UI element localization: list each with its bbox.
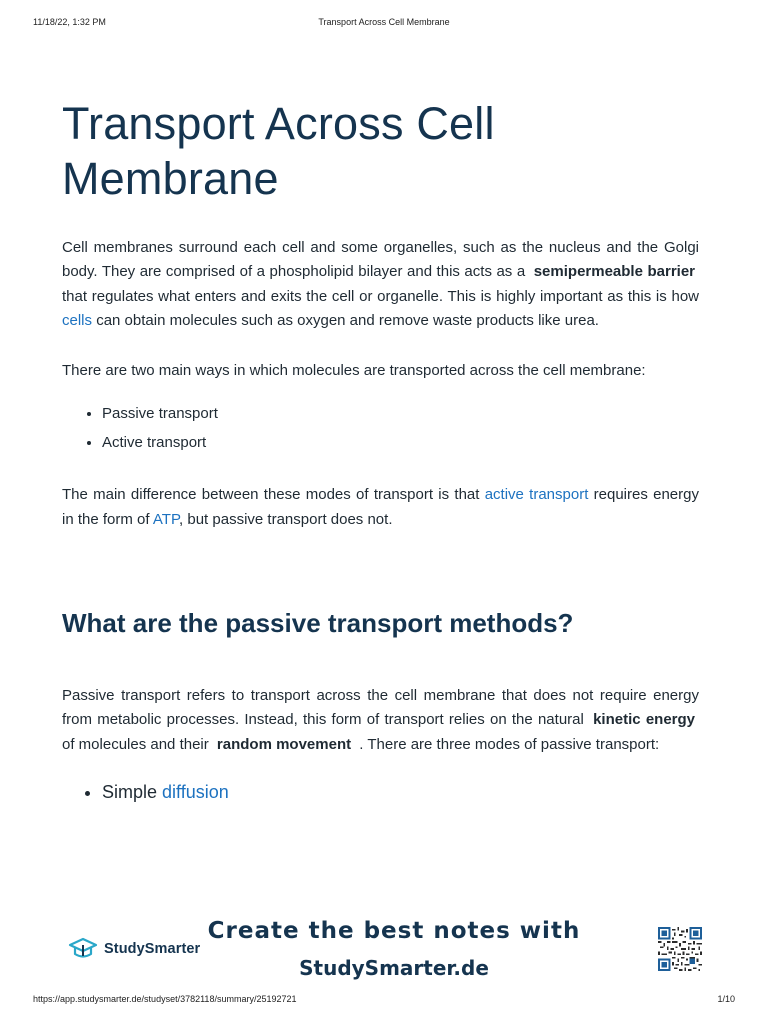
print-url: https://app.studysmarter.de/studyset/3782118/summary/25192721 (33, 994, 297, 1004)
page-title: Transport Across Cell Membrane (62, 98, 495, 204)
section-heading-passive: What are the passive transport methods? (62, 608, 574, 639)
ways-list (62, 399, 699, 457)
passive-list (62, 777, 699, 807)
list-item: • Passive transport (102, 399, 699, 428)
logo-text: StudySmarter (104, 941, 201, 957)
difference-text-1: The main difference between these modes of transport is that (62, 486, 480, 504)
print-datetime: 11/18/22, 1:32 PM (33, 17, 106, 27)
difference-text-2: requires energy in the form of (62, 486, 699, 528)
difference-text-3: , but passive transport does not. (179, 510, 393, 528)
print-title: Transport Across Cell Membrane (318, 17, 450, 27)
list-item: • Active transport (102, 428, 699, 457)
link-diffusion[interactable]: diffusion (162, 781, 229, 802)
term-random-movement: random movement (216, 735, 352, 753)
list-item (102, 777, 699, 807)
promo-banner (0, 912, 768, 984)
intro-text-1: Cell membranes surround each cell and some organelles, such as the nucleus and the Golgi body. They are comprised of a phospholipid bilayer and this acts as a (62, 239, 699, 281)
intro-text-2: that regulates what enters and exits the cell or organelle. This is highly important as this is how (62, 287, 699, 305)
term-kinetic-energy: kinetic energy (593, 711, 696, 729)
list-item-prefix: Simple (102, 781, 158, 802)
print-footer (0, 994, 768, 1008)
intro-paragraph (62, 236, 699, 333)
passive-paragraph (62, 684, 699, 757)
print-header (0, 17, 768, 31)
term-semipermeable-barrier: semipermeable barrier (533, 263, 695, 281)
link-active-transport[interactable]: active transport (484, 486, 589, 504)
page-number: 1/10 (717, 994, 735, 1004)
link-cells[interactable]: cells (62, 311, 93, 329)
link-atp[interactable]: ATP (152, 510, 180, 528)
passive-text-3: . There are three modes of passive transport: (359, 735, 660, 753)
qr-code-icon[interactable] (658, 927, 702, 971)
cta-link[interactable]: StudySmarter.de (299, 956, 489, 980)
passive-text-1: Passive transport refers to transport across the cell membrane that does not require energy from metabolic processes. Instead, this form of transport relies on the natural (62, 687, 699, 729)
passive-text-2: of molecules and their (62, 735, 209, 753)
article (62, 96, 699, 807)
ways-paragraph: There are two main ways in which molecules are transported across the cell membrane: (62, 362, 646, 380)
difference-paragraph (62, 483, 699, 532)
intro-text-3: can obtain molecules such as oxygen and remove waste products like urea. (96, 311, 599, 329)
cta-headline: Create the best notes with (207, 918, 581, 944)
